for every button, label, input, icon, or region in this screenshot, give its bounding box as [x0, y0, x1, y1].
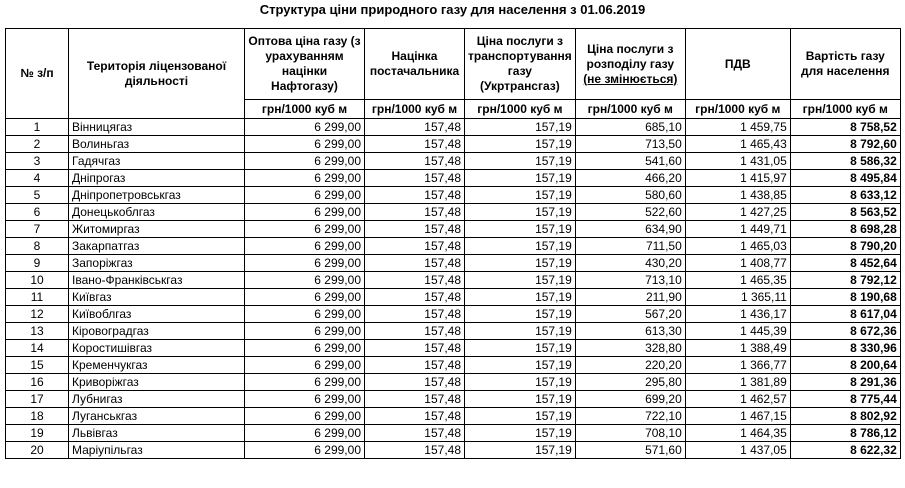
cell-number: 5	[6, 187, 69, 204]
cell-markup: 157,48	[365, 357, 465, 374]
cell-vat: 1 462,57	[685, 391, 790, 408]
cell-distribution: 699,20	[575, 391, 685, 408]
header-territory: Територія ліцензованої діяльності	[69, 29, 245, 119]
cell-wholesale: 6 299,00	[245, 255, 365, 272]
table-row	[6, 391, 901, 408]
cell-markup: 157,48	[365, 425, 465, 442]
cell-transport: 157,19	[465, 289, 576, 306]
cell-vat: 1 449,71	[685, 221, 790, 238]
cell-transport: 157,19	[465, 238, 576, 255]
cell-markup: 157,48	[365, 391, 465, 408]
header-distribution-label: Ціна послуги з розподілу газу	[586, 41, 675, 71]
cell-total: 8 586,32	[790, 153, 900, 170]
cell-number: 4	[6, 170, 69, 187]
header-distribution-note: (не змінюється)	[583, 71, 678, 86]
table-row	[6, 289, 901, 306]
table-row	[6, 442, 901, 459]
cell-distribution: 430,20	[575, 255, 685, 272]
cell-total: 8 802,92	[790, 408, 900, 425]
cell-markup: 157,48	[365, 119, 465, 136]
cell-territory: Запоріжгаз	[69, 255, 245, 272]
cell-number: 13	[6, 323, 69, 340]
table-row	[6, 136, 901, 153]
table-row	[6, 238, 901, 255]
cell-transport: 157,19	[465, 119, 576, 136]
cell-transport: 157,19	[465, 136, 576, 153]
cell-total: 8 330,96	[790, 340, 900, 357]
cell-distribution: 713,50	[575, 136, 685, 153]
cell-wholesale: 6 299,00	[245, 153, 365, 170]
cell-total: 8 190,68	[790, 289, 900, 306]
cell-territory: Київоблгаз	[69, 306, 245, 323]
table-row	[6, 408, 901, 425]
cell-vat: 1 465,03	[685, 238, 790, 255]
cell-territory: Житомиргаз	[69, 221, 245, 238]
cell-wholesale: 6 299,00	[245, 272, 365, 289]
table-row	[6, 204, 901, 221]
unit-transport: грн/1000 куб м	[465, 100, 576, 119]
cell-territory: Івано-Франківськгаз	[69, 272, 245, 289]
cell-transport: 157,19	[465, 272, 576, 289]
cell-markup: 157,48	[365, 323, 465, 340]
cell-wholesale: 6 299,00	[245, 442, 365, 459]
table-row	[6, 340, 901, 357]
table-row	[6, 187, 901, 204]
table-row	[6, 425, 901, 442]
cell-territory: Дніпропетровськгаз	[69, 187, 245, 204]
cell-wholesale: 6 299,00	[245, 204, 365, 221]
cell-wholesale: 6 299,00	[245, 238, 365, 255]
cell-markup: 157,48	[365, 204, 465, 221]
cell-territory: Лубнигаз	[69, 391, 245, 408]
cell-number: 7	[6, 221, 69, 238]
cell-wholesale: 6 299,00	[245, 374, 365, 391]
cell-territory: Луганськгаз	[69, 408, 245, 425]
table-row	[6, 357, 901, 374]
cell-territory: Гадячгаз	[69, 153, 245, 170]
header-row	[6, 29, 901, 100]
cell-number: 3	[6, 153, 69, 170]
cell-total: 8 786,12	[790, 425, 900, 442]
cell-territory: Криворіжгаз	[69, 374, 245, 391]
cell-territory: Коростишівгаз	[69, 340, 245, 357]
cell-wholesale: 6 299,00	[245, 221, 365, 238]
cell-wholesale: 6 299,00	[245, 119, 365, 136]
header-markup: Націнка постачальника	[365, 29, 465, 100]
cell-distribution: 713,10	[575, 272, 685, 289]
cell-territory: Кіровоградгаз	[69, 323, 245, 340]
cell-transport: 157,19	[465, 187, 576, 204]
cell-total: 8 790,20	[790, 238, 900, 255]
cell-vat: 1 415,97	[685, 170, 790, 187]
cell-transport: 157,19	[465, 323, 576, 340]
cell-number: 11	[6, 289, 69, 306]
cell-total: 8 452,64	[790, 255, 900, 272]
header-distribution	[575, 29, 685, 100]
cell-number: 15	[6, 357, 69, 374]
table-row	[6, 170, 901, 187]
cell-transport: 157,19	[465, 408, 576, 425]
cell-transport: 157,19	[465, 357, 576, 374]
cell-distribution: 613,30	[575, 323, 685, 340]
cell-markup: 157,48	[365, 272, 465, 289]
unit-vat: грн/1000 куб м	[685, 100, 790, 119]
header-vat: ПДВ	[685, 29, 790, 100]
cell-vat: 1 431,05	[685, 153, 790, 170]
cell-transport: 157,19	[465, 391, 576, 408]
cell-vat: 1 438,85	[685, 187, 790, 204]
cell-number: 18	[6, 408, 69, 425]
header-transport: Ціна послуги з транспортування газу (Укртрансгаз)	[465, 29, 576, 100]
cell-distribution: 571,60	[575, 442, 685, 459]
cell-wholesale: 6 299,00	[245, 306, 365, 323]
cell-markup: 157,48	[365, 153, 465, 170]
cell-transport: 157,19	[465, 221, 576, 238]
table-row	[6, 272, 901, 289]
cell-territory: Кременчукгаз	[69, 357, 245, 374]
cell-markup: 157,48	[365, 170, 465, 187]
gas-price-table	[5, 28, 901, 459]
cell-markup: 157,48	[365, 238, 465, 255]
cell-number: 6	[6, 204, 69, 221]
cell-distribution: 295,80	[575, 374, 685, 391]
cell-total: 8 622,32	[790, 442, 900, 459]
cell-markup: 157,48	[365, 221, 465, 238]
table-row	[6, 306, 901, 323]
cell-wholesale: 6 299,00	[245, 340, 365, 357]
cell-distribution: 220,20	[575, 357, 685, 374]
cell-transport: 157,19	[465, 340, 576, 357]
cell-number: 17	[6, 391, 69, 408]
cell-markup: 157,48	[365, 187, 465, 204]
cell-markup: 157,48	[365, 340, 465, 357]
cell-wholesale: 6 299,00	[245, 136, 365, 153]
cell-total: 8 698,28	[790, 221, 900, 238]
cell-vat: 1 437,05	[685, 442, 790, 459]
cell-transport: 157,19	[465, 306, 576, 323]
cell-distribution: 708,10	[575, 425, 685, 442]
page-title: Структура ціни природного газу для населення з 01.06.2019	[259, 2, 646, 17]
cell-distribution: 580,60	[575, 187, 685, 204]
cell-vat: 1 388,49	[685, 340, 790, 357]
cell-total: 8 792,60	[790, 136, 900, 153]
cell-number: 12	[6, 306, 69, 323]
cell-total: 8 792,12	[790, 272, 900, 289]
cell-territory: Закарпатгаз	[69, 238, 245, 255]
cell-wholesale: 6 299,00	[245, 408, 365, 425]
cell-transport: 157,19	[465, 255, 576, 272]
cell-territory: Львівгаз	[69, 425, 245, 442]
cell-transport: 157,19	[465, 204, 576, 221]
cell-number: 8	[6, 238, 69, 255]
cell-distribution: 722,10	[575, 408, 685, 425]
table-row	[6, 221, 901, 238]
cell-wholesale: 6 299,00	[245, 391, 365, 408]
cell-territory: Маріупільгаз	[69, 442, 245, 459]
cell-number: 2	[6, 136, 69, 153]
cell-markup: 157,48	[365, 408, 465, 425]
unit-distribution: грн/1000 куб м	[575, 100, 685, 119]
cell-vat: 1 366,77	[685, 357, 790, 374]
cell-distribution: 685,10	[575, 119, 685, 136]
cell-total: 8 563,52	[790, 204, 900, 221]
cell-distribution: 634,90	[575, 221, 685, 238]
cell-vat: 1 408,77	[685, 255, 790, 272]
cell-wholesale: 6 299,00	[245, 425, 365, 442]
cell-distribution: 522,60	[575, 204, 685, 221]
cell-vat: 1 459,75	[685, 119, 790, 136]
cell-transport: 157,19	[465, 425, 576, 442]
cell-total: 8 758,52	[790, 119, 900, 136]
cell-total: 8 672,36	[790, 323, 900, 340]
cell-territory: Вінницягаз	[69, 119, 245, 136]
cell-markup: 157,48	[365, 289, 465, 306]
cell-total: 8 291,36	[790, 374, 900, 391]
cell-wholesale: 6 299,00	[245, 170, 365, 187]
cell-total: 8 617,04	[790, 306, 900, 323]
cell-number: 9	[6, 255, 69, 272]
cell-number: 1	[6, 119, 69, 136]
cell-number: 16	[6, 374, 69, 391]
table-row	[6, 119, 901, 136]
cell-vat: 1 445,39	[685, 323, 790, 340]
cell-total: 8 633,12	[790, 187, 900, 204]
cell-transport: 157,19	[465, 442, 576, 459]
cell-distribution: 211,90	[575, 289, 685, 306]
cell-distribution: 328,80	[575, 340, 685, 357]
table-row	[6, 323, 901, 340]
header-total: Вартість газу для населення	[790, 29, 900, 100]
cell-number: 20	[6, 442, 69, 459]
cell-transport: 157,19	[465, 153, 576, 170]
cell-distribution: 567,20	[575, 306, 685, 323]
cell-distribution: 711,50	[575, 238, 685, 255]
cell-wholesale: 6 299,00	[245, 323, 365, 340]
cell-number: 14	[6, 340, 69, 357]
cell-number: 19	[6, 425, 69, 442]
cell-vat: 1 467,15	[685, 408, 790, 425]
cell-wholesale: 6 299,00	[245, 357, 365, 374]
cell-territory: Волиньгаз	[69, 136, 245, 153]
cell-wholesale: 6 299,00	[245, 187, 365, 204]
cell-vat: 1 465,43	[685, 136, 790, 153]
cell-markup: 157,48	[365, 374, 465, 391]
table-row	[6, 153, 901, 170]
cell-total: 8 200,64	[790, 357, 900, 374]
cell-distribution: 541,60	[575, 153, 685, 170]
header-wholesale: Оптова ціна газу (з урахуванням націнки Нафтогазу)	[245, 29, 365, 100]
cell-distribution: 466,20	[575, 170, 685, 187]
cell-territory: Київгаз	[69, 289, 245, 306]
table-row	[6, 374, 901, 391]
cell-markup: 157,48	[365, 255, 465, 272]
table-row	[6, 255, 901, 272]
cell-wholesale: 6 299,00	[245, 289, 365, 306]
cell-markup: 157,48	[365, 306, 465, 323]
header-number: № з/п	[6, 29, 69, 119]
cell-number: 10	[6, 272, 69, 289]
cell-territory: Дніпрогаз	[69, 170, 245, 187]
cell-vat: 1 381,89	[685, 374, 790, 391]
cell-vat: 1 436,17	[685, 306, 790, 323]
unit-total: грн/1000 куб м	[790, 100, 900, 119]
cell-territory: Донецькоблгаз	[69, 204, 245, 221]
cell-total: 8 495,84	[790, 170, 900, 187]
cell-vat: 1 464,35	[685, 425, 790, 442]
cell-transport: 157,19	[465, 374, 576, 391]
cell-total: 8 775,44	[790, 391, 900, 408]
table-body	[6, 119, 901, 459]
cell-vat: 1 365,11	[685, 289, 790, 306]
cell-markup: 157,48	[365, 442, 465, 459]
cell-vat: 1 427,25	[685, 204, 790, 221]
cell-vat: 1 465,35	[685, 272, 790, 289]
cell-markup: 157,48	[365, 136, 465, 153]
cell-transport: 157,19	[465, 170, 576, 187]
unit-wholesale: грн/1000 куб м	[245, 100, 365, 119]
unit-markup: грн/1000 куб м	[365, 100, 465, 119]
